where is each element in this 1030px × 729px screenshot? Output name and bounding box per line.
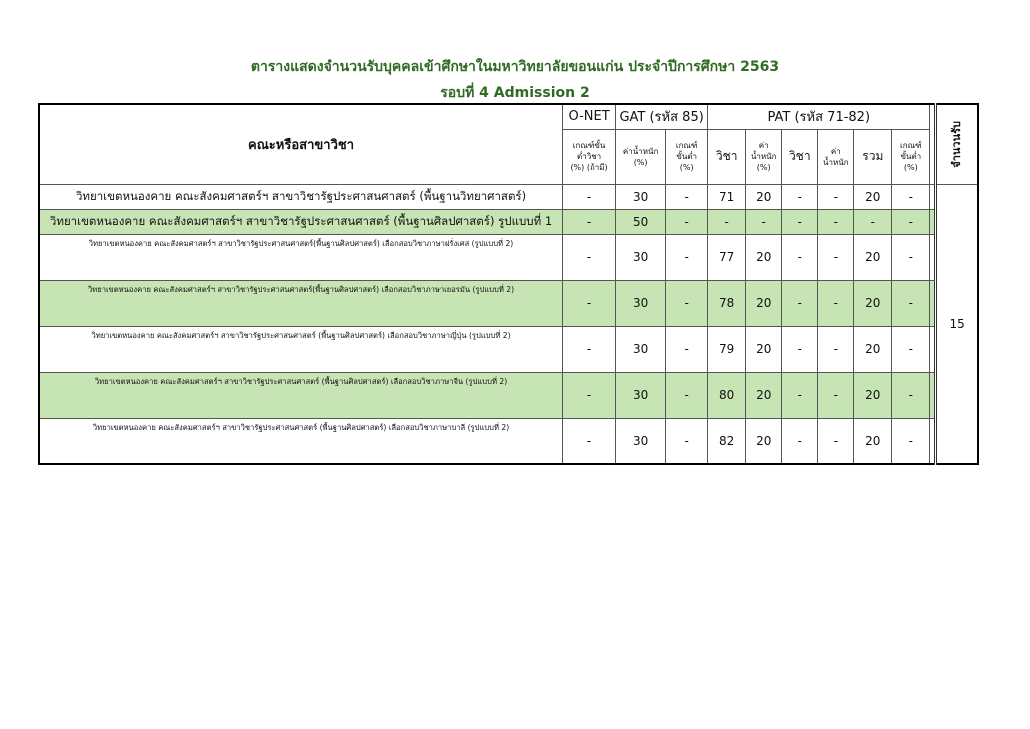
pat-min: - <box>892 418 930 464</box>
program-name: วิทยาเขตหนองคาย คณะสังคมศาสตร์ฯ สาขาวิชารัฐประศาสนศาสตร์(พื้นฐานศิลปศาสตร์) เลือกสอบวิชาภาษาเยอรมัน (รูปแบบที่ 2) <box>39 280 563 326</box>
pat-subject2: - <box>782 234 818 280</box>
pat-subject2: - <box>782 418 818 464</box>
separator-cell <box>930 280 936 326</box>
pat-weight2: - <box>818 418 854 464</box>
pat-weight1: 20 <box>746 372 782 418</box>
pat-total: 20 <box>854 418 892 464</box>
pat-min: - <box>892 326 930 372</box>
program-name: วิทยาเขตหนองคาย คณะสังคมศาสตร์ฯ สาขาวิชารัฐประศาสนศาสตร์ (พื้นฐานศิลปศาสตร์) เลือกสอบวิชาภาษาจีน (รูปแบบที่ 2) <box>39 372 563 418</box>
pat-weight1-header: ค่า น้ำหนัก (%) <box>746 129 782 184</box>
pat-min: - <box>892 280 930 326</box>
onet-min: - <box>563 372 616 418</box>
separator-cell <box>930 418 936 464</box>
table-row <box>39 418 978 464</box>
gat-weight: 30 <box>616 184 666 209</box>
table-row <box>39 372 978 418</box>
onet-min: - <box>563 326 616 372</box>
separator-cell <box>930 372 936 418</box>
table-row <box>39 280 978 326</box>
onet-min: - <box>563 184 616 209</box>
pat-subject1: 77 <box>708 234 746 280</box>
gat-min: - <box>666 184 708 209</box>
pat-subject2: - <box>782 209 818 234</box>
gat-min: - <box>666 234 708 280</box>
pat-weight2: - <box>818 184 854 209</box>
pat-subject1: 79 <box>708 326 746 372</box>
gat-weight: 50 <box>616 209 666 234</box>
table-row <box>39 184 978 209</box>
program-name: วิทยาเขตหนองคาย คณะสังคมศาสตร์ฯ สาขาวิชารัฐประศาสนศาสตร์(พื้นฐานศิลปศาสตร์) เลือกสอบวิชาภาษาฝรั่งเศส (รูปแบบที่ 2) <box>39 234 563 280</box>
pat-weight2: - <box>818 326 854 372</box>
pat-weight1: 20 <box>746 184 782 209</box>
gat-weight: 30 <box>616 372 666 418</box>
onet-min: - <box>563 234 616 280</box>
pat-subject2: - <box>782 372 818 418</box>
onet-min-header: เกณฑ์ขั้น ต่ำวิชา (%) (ถ้ามี) <box>563 129 616 184</box>
program-name: วิทยาเขตหนองคาย คณะสังคมศาสตร์ฯ สาขาวิชารัฐประศาสนศาสตร์ (พื้นฐานศิลปศาสตร์) รูปแบบที่ 1 <box>39 209 563 234</box>
program-name: วิทยาเขตหนองคาย คณะสังคมศาสตร์ฯ สาขาวิชารัฐประศาสนศาสตร์ (พื้นฐานศิลปศาสตร์) เลือกสอบวิชาภาษาญี่ปุ่น (รูปแบบที่ 2) <box>39 326 563 372</box>
pat-min: - <box>892 184 930 209</box>
pat-subject2-header: วิชา <box>782 129 818 184</box>
gat-min: - <box>666 372 708 418</box>
pat-subject1: 78 <box>708 280 746 326</box>
pat-total: 20 <box>854 372 892 418</box>
pat-total: - <box>854 209 892 234</box>
gat-min: - <box>666 209 708 234</box>
pat-subject2: - <box>782 326 818 372</box>
table-row <box>39 234 978 280</box>
gat-min: - <box>666 280 708 326</box>
quota-header: จำนวนรับ <box>936 104 978 184</box>
pat-weight1: 20 <box>746 280 782 326</box>
table-row <box>39 209 978 234</box>
gat-weight: 30 <box>616 418 666 464</box>
pat-weight2: - <box>818 372 854 418</box>
pat-min: - <box>892 234 930 280</box>
gat-weight: 30 <box>616 280 666 326</box>
pat-min: - <box>892 209 930 234</box>
gat-min-header: เกณฑ์ ขั้นต่ำ (%) <box>666 129 708 184</box>
pat-total: 20 <box>854 234 892 280</box>
admission-table <box>38 103 979 465</box>
pat-subject1: 82 <box>708 418 746 464</box>
pat-header: PAT (รหัส 71-82) <box>708 104 930 129</box>
separator-cell <box>930 326 936 372</box>
pat-weight1: - <box>746 209 782 234</box>
gat-weight-header: ค่าน้ำหนัก (%) <box>616 129 666 184</box>
gat-min: - <box>666 326 708 372</box>
onet-min: - <box>563 418 616 464</box>
pat-subject2: - <box>782 280 818 326</box>
pat-subject1-header: วิชา <box>708 129 746 184</box>
separator-cell <box>930 234 936 280</box>
pat-weight1: 20 <box>746 234 782 280</box>
pat-weight2-header: ค่า น้ำหนัก <box>818 129 854 184</box>
table-row <box>39 326 978 372</box>
pat-weight2: - <box>818 280 854 326</box>
onet-min: - <box>563 209 616 234</box>
gat-weight: 30 <box>616 234 666 280</box>
pat-min: - <box>892 372 930 418</box>
pat-total-header: รวม <box>854 129 892 184</box>
pat-weight2: - <box>818 209 854 234</box>
onet-header: O-NET <box>563 104 616 129</box>
pat-subject1: 71 <box>708 184 746 209</box>
separator-cell <box>930 209 936 234</box>
pat-weight1: 20 <box>746 326 782 372</box>
pat-total: 20 <box>854 280 892 326</box>
pat-subject1: - <box>708 209 746 234</box>
program-name: วิทยาเขตหนองคาย คณะสังคมศาสตร์ฯ สาขาวิชารัฐประศาสนศาสตร์ (พื้นฐานศิลปศาสตร์) เลือกสอบวิชาภาษาบาลี (รูปแบบที่ 2) <box>39 418 563 464</box>
quota-cell: 15 <box>936 184 978 464</box>
program-header: คณะหรือสาขาวิชา <box>39 104 563 184</box>
onet-min: - <box>563 280 616 326</box>
pat-weight2: - <box>818 234 854 280</box>
gat-min: - <box>666 418 708 464</box>
gat-weight: 30 <box>616 326 666 372</box>
program-name: วิทยาเขตหนองคาย คณะสังคมศาสตร์ฯ สาขาวิชารัฐประศาสนศาสตร์ (พื้นฐานวิทยาศาสตร์) <box>39 184 563 209</box>
pat-total: 20 <box>854 184 892 209</box>
pat-weight1: 20 <box>746 418 782 464</box>
document-subtitle: รอบที่ 4 Admission 2 <box>440 85 590 101</box>
document-title: ตารางแสดงจำนวนรับบุคคลเข้าศึกษาในมหาวิทยาลัยขอนแก่น ประจำปีการศึกษา 2563 <box>250 59 780 75</box>
pat-subject2: - <box>782 184 818 209</box>
pat-subject1: 80 <box>708 372 746 418</box>
gat-header: GAT (รหัส 85) <box>616 104 708 129</box>
pat-total: 20 <box>854 326 892 372</box>
pat-min-header: เกณฑ์ ขั้นต่ำ (%) <box>892 129 930 184</box>
